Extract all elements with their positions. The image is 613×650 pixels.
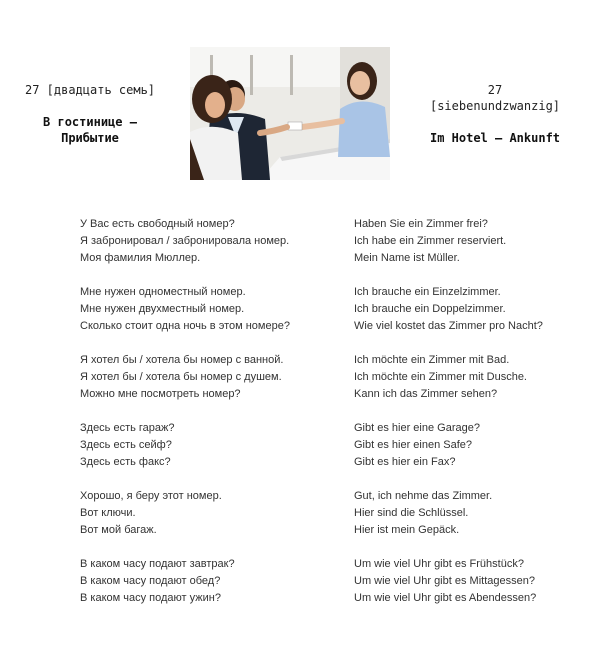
phrase-german: Wie viel kostet das Zimmer pro Nacht? (354, 320, 543, 332)
phrase-russian: В каком часу подают ужин? (80, 592, 221, 604)
phrase-row (0, 454, 613, 471)
phrase-german: Haben Sie ein Zimmer frei? (354, 218, 488, 230)
phrase-row (0, 216, 613, 233)
phrase-row (0, 250, 613, 267)
phrase-german: Ich habe ein Zimmer reserviert. (354, 235, 507, 247)
phrase-row (0, 386, 613, 403)
phrase-russian: Хорошо, я беру этот номер. (80, 490, 222, 502)
phrase-german: Gibt es hier einen Safe? (354, 439, 473, 451)
phrase-german: Um wie viel Uhr gibt es Mittagessen? (354, 575, 535, 587)
phrase-row (0, 573, 613, 590)
lesson-title-german: Im Hotel – Ankunft (429, 131, 561, 145)
hotel-reception-photo (190, 47, 390, 180)
phrase-german: Gut, ich nehme das Zimmer. (354, 490, 493, 502)
lesson-title-russian (10, 114, 170, 146)
phrase-russian: Я забронировал / забронировала номер. (80, 235, 290, 247)
phrase-russian: Вот ключи. (80, 507, 136, 519)
phrase-row (0, 505, 613, 522)
phrase-group (0, 284, 613, 335)
lesson-header-german (410, 82, 580, 146)
phrase-russian: Сколько стоит одна ночь в этом номере? (80, 320, 290, 332)
phrase-group (0, 488, 613, 539)
phrase-russian: В каком часу подают обед? (80, 575, 221, 587)
phrase-row (0, 488, 613, 505)
phrase-german: Um wie viel Uhr gibt es Abendessen? (354, 592, 537, 604)
phrase-german: Mein Name ist Müller. (354, 252, 460, 264)
phrase-russian: В каком часу подают завтрак? (80, 558, 235, 570)
phrase-russian: Я хотел бы / хотела бы номер с ванной. (80, 354, 284, 366)
phrase-row (0, 522, 613, 539)
lesson-title-russian-line1: В гостинице – (43, 115, 137, 129)
lesson-header-russian (10, 82, 170, 146)
phrase-german: Hier ist mein Gepäck. (354, 524, 460, 536)
phrase-row (0, 437, 613, 454)
phrase-german: Ich möchte ein Zimmer mit Dusche. (354, 371, 527, 383)
phrase-group (0, 216, 613, 267)
phrase-group (0, 352, 613, 403)
phrase-german: Um wie viel Uhr gibt es Frühstück? (354, 558, 524, 570)
phrase-russian: Я хотел бы / хотела бы номер с душем. (80, 371, 282, 383)
lesson-number-german-line2: [siebenundzwanzig] (429, 99, 561, 113)
lesson-number-russian: 27 [двадцать семь] (24, 83, 156, 97)
phrase-row (0, 318, 613, 335)
phrase-russian: Здесь есть гараж? (80, 422, 175, 434)
phrase-german: Gibt es hier eine Garage? (354, 422, 480, 434)
phrase-row (0, 301, 613, 318)
phrase-russian: У Вас есть свободный номер? (80, 218, 235, 230)
phrase-german: Hier sind die Schlüssel. (354, 507, 469, 519)
phrase-row (0, 284, 613, 301)
phrase-row (0, 556, 613, 573)
phrase-row (0, 590, 613, 607)
phrase-german: Ich brauche ein Einzelzimmer. (354, 286, 501, 298)
phrase-group (0, 556, 613, 607)
phrase-row (0, 352, 613, 369)
phrase-row (0, 420, 613, 437)
phrase-list (0, 216, 613, 624)
lesson-number-german-line1: 27 (487, 83, 503, 97)
phrase-russian: Моя фамилия Мюллер. (80, 252, 201, 264)
phrase-russian: Можно мне посмотреть номер? (80, 388, 241, 400)
phrase-russian: Здесь есть факс? (80, 456, 171, 468)
phrase-german: Ich möchte ein Zimmer mit Bad. (354, 354, 510, 366)
phrase-russian: Вот мой багаж. (80, 524, 157, 536)
lesson-number-german (410, 82, 580, 114)
phrase-row (0, 369, 613, 386)
phrase-german: Kann ich das Zimmer sehen? (354, 388, 498, 400)
lesson-title-russian-line2: Прибытие (61, 131, 119, 145)
phrase-russian: Мне нужен одноместный номер. (80, 286, 246, 298)
phrase-group (0, 420, 613, 471)
phrase-german: Gibt es hier ein Fax? (354, 456, 456, 468)
phrase-german: Ich brauche ein Doppelzimmer. (354, 303, 506, 315)
phrase-russian: Здесь есть сейф? (80, 439, 172, 451)
phrase-russian: Мне нужен двухместный номер. (80, 303, 245, 315)
phrase-row (0, 233, 613, 250)
